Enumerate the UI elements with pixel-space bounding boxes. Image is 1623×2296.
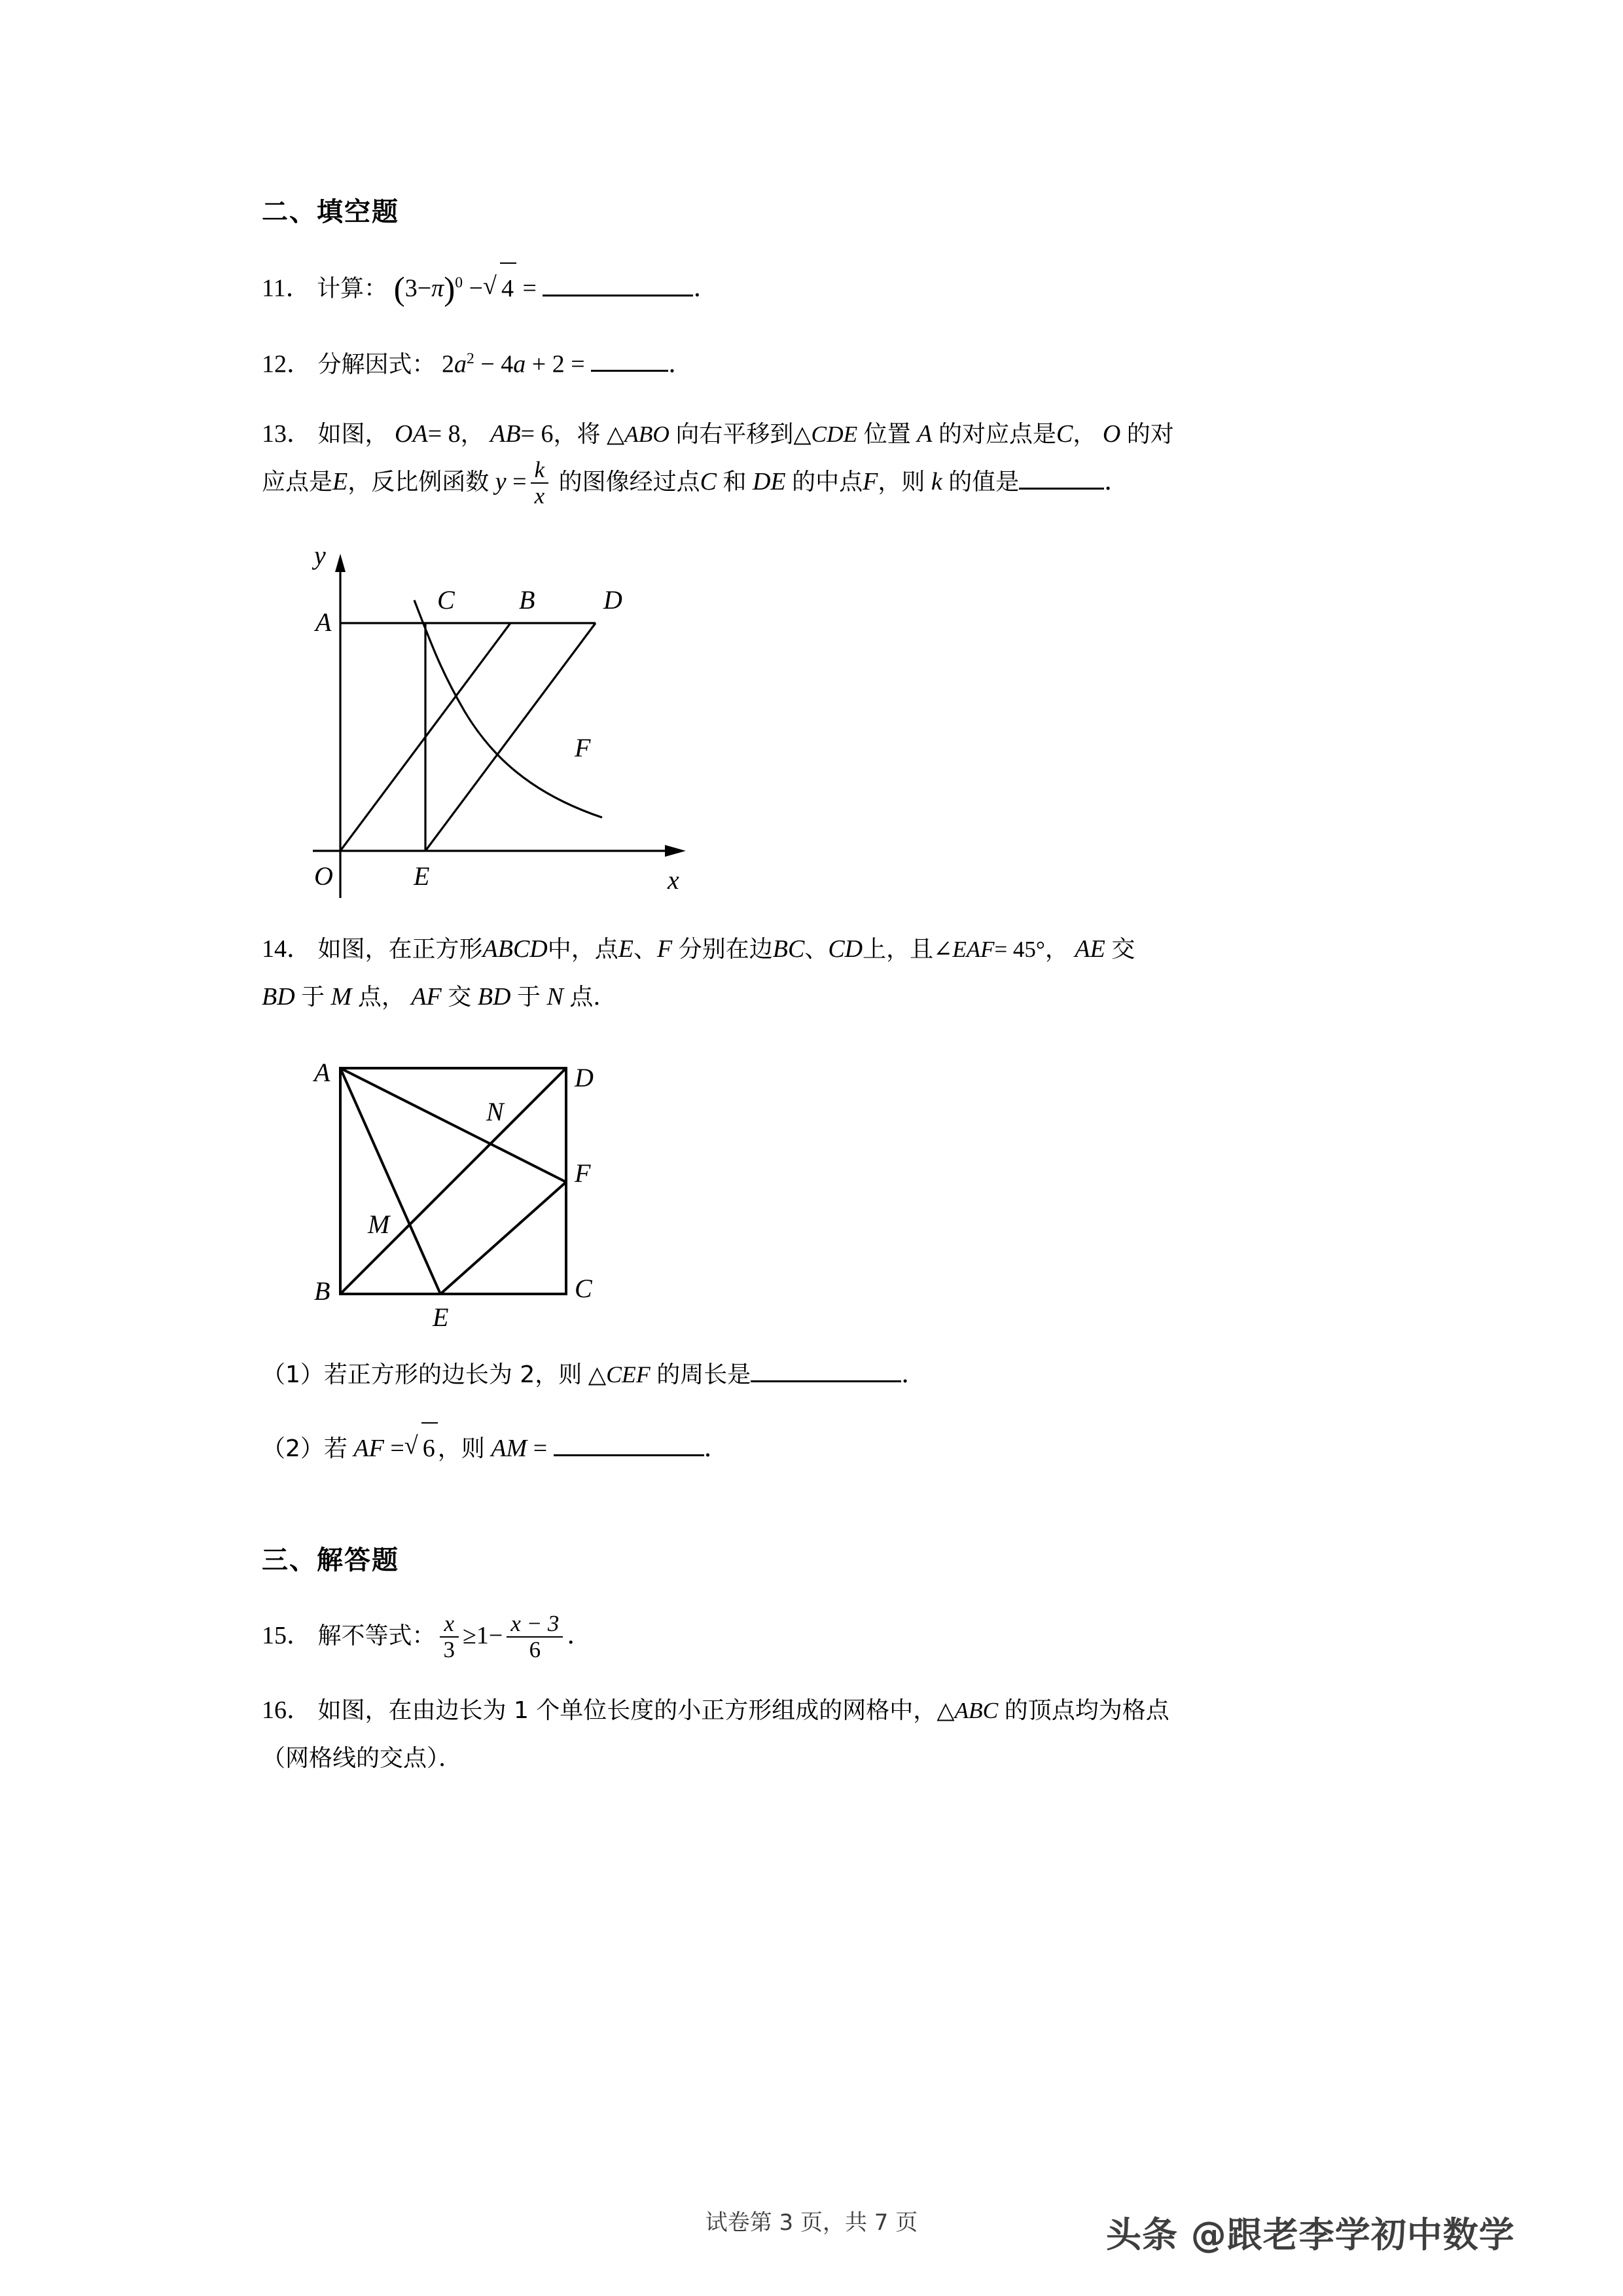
q15-rhs-numerator: x − 3: [510, 1611, 560, 1636]
point-c: C: [1056, 420, 1073, 448]
part-2-label: （2）: [262, 1435, 324, 1463]
q13-text-a: 如图，: [317, 421, 389, 448]
label-point-c: C: [437, 585, 455, 615]
triangle-abc: △ABC: [936, 1698, 999, 1724]
label-point-e: E: [414, 861, 430, 891]
q14-sep-1: 、: [633, 936, 657, 963]
fraction-denominator-x: x: [531, 482, 549, 509]
oa-value: = 8: [427, 420, 461, 448]
q16-line1-text-b: 的顶点均为格点: [1004, 1697, 1169, 1725]
answer-blank-14-1[interactable]: [751, 1358, 901, 1382]
question-14-part-1: [262, 1351, 1374, 1399]
part-2-text-a: 若: [323, 1435, 348, 1463]
q14-text-d: 上，且: [863, 936, 934, 963]
minus-sign-2: −: [469, 274, 483, 302]
question-11: [262, 259, 1374, 313]
part-2-comma: ，则: [437, 1435, 485, 1463]
q15-lhs-denominator: 3: [440, 1636, 459, 1662]
part-2-segment-am: AM: [491, 1435, 527, 1463]
q14-text-c: 分别在边: [678, 936, 773, 963]
plus-sign-12: +: [531, 350, 546, 378]
hyperbola-curve: [414, 600, 602, 817]
square-figure-svg: [300, 1043, 627, 1338]
segment-ae: AE: [1075, 935, 1105, 963]
part-2-segment-af: AF: [353, 1435, 384, 1463]
base-3: 3: [404, 274, 418, 302]
q13-mid-2: 位置: [863, 421, 911, 448]
diagonal-bd-2: BD: [477, 983, 511, 1011]
period-14-2: ．: [704, 1435, 729, 1463]
segment-oa: OA: [395, 420, 428, 448]
side-bc: BC: [772, 935, 805, 963]
triangle-cde: △CDE: [793, 422, 858, 448]
q14-point-m: M: [330, 983, 352, 1011]
question-16: [262, 1687, 1374, 1782]
point-c-2: C: [700, 468, 717, 496]
answer-blank-12[interactable]: [591, 348, 668, 372]
watermark-text: 头条 @跟老李学初中数学: [1106, 2214, 1515, 2255]
label-axis-y: y: [314, 541, 326, 571]
period-11: ．: [693, 274, 719, 302]
segment-ef-line: [440, 1182, 566, 1294]
q14-sep-2: 、: [804, 936, 829, 963]
question-11-prompt: 计算：: [317, 275, 388, 302]
question-12-prompt: 分解因式：: [317, 351, 436, 378]
q15-minus: −: [488, 1622, 503, 1650]
square-label-b: B: [314, 1276, 330, 1306]
q14-point-n: N: [546, 983, 563, 1011]
question-14: [262, 925, 1374, 1021]
fraction-x-over-3: [440, 1611, 459, 1662]
page-content: [262, 196, 1374, 1804]
q15-rhs-denominator: 6: [507, 1636, 563, 1662]
minus-sign: −: [417, 274, 432, 302]
q13-comma-5: ，则: [878, 469, 925, 496]
radicand-4: 4: [500, 262, 516, 312]
point-o: O: [1102, 420, 1121, 448]
page-number-note: 试卷第 3 页，共 7 页: [705, 2210, 918, 2236]
coeff-4: 4: [501, 350, 514, 378]
angle-eaf: ∠EAF: [933, 937, 995, 963]
exponent-2: 2: [467, 350, 474, 367]
var-k: k: [931, 468, 942, 496]
q14-line2-c: 交: [448, 984, 472, 1011]
label-axis-x: x: [668, 865, 679, 895]
segment-ed: [425, 623, 596, 851]
question-11-number: 11．: [262, 274, 311, 302]
q14-text-b: 中，点: [547, 936, 618, 963]
square-label-n: N: [486, 1097, 504, 1127]
radical-sign-6: √: [404, 1432, 418, 1460]
x-axis-arrowhead: [665, 845, 686, 857]
part-2-equals-1: =: [390, 1435, 404, 1463]
q13-mid-8: 的值是: [948, 469, 1020, 496]
q13-comma-4: ，反比例函数: [348, 469, 490, 496]
square-label-c: C: [575, 1274, 592, 1304]
equals-sign-12: =: [571, 350, 585, 378]
square-label-e: E: [433, 1302, 449, 1333]
segment-af-line: [340, 1068, 566, 1182]
segment-af: AF: [411, 983, 442, 1011]
q13-mid-1: 向右平移到: [675, 421, 794, 448]
q14-text-a: 如图，在正方形: [317, 936, 483, 963]
question-14-number: 14．: [262, 935, 312, 963]
pi-symbol: π: [431, 274, 444, 302]
period-15: ．: [567, 1622, 592, 1650]
period-12: ．: [668, 350, 694, 378]
coordinate-figure-svg: [301, 531, 707, 911]
q15-lhs-numerator: x: [444, 1611, 455, 1636]
q13-mid-4: 的对: [1126, 421, 1174, 448]
question-15-number: 15．: [262, 1622, 312, 1650]
fraction-k-over-x: [531, 457, 549, 508]
q14-point-e: E: [618, 935, 633, 963]
q14-text-e: 交: [1111, 936, 1135, 963]
period-13: ．: [1104, 468, 1130, 496]
q16-line1-text: 如图，在由边长为 1 个单位长度的小正方形组成的网格中，: [317, 1697, 937, 1725]
q14-comma: ，: [1044, 936, 1069, 963]
diagonal-bd-line: [340, 1068, 566, 1294]
side-cd: CD: [828, 935, 863, 963]
ab-value: = 6: [520, 420, 554, 448]
q15-one: 1: [476, 1622, 489, 1650]
inequality-sign: ≥: [463, 1622, 476, 1650]
segment-ae-line: [340, 1068, 440, 1294]
section-heading-fill-in-blank: 二、填空题: [262, 197, 399, 227]
angle-eaf-value: = 45°: [994, 937, 1045, 963]
fraction-numerator-k: k: [534, 456, 545, 482]
q13-line2-a: 应点是: [262, 469, 333, 496]
q16-line2-text: （网格线的交点）．: [262, 1745, 463, 1772]
question-14-part-2: [262, 1421, 1374, 1473]
segment-ab: AB: [490, 420, 521, 448]
label-point-d: D: [603, 585, 622, 615]
coeff-2: 2: [442, 350, 455, 378]
q14-point-f: F: [657, 935, 673, 963]
square-label-m: M: [368, 1210, 390, 1240]
label-point-b: B: [519, 585, 535, 615]
label-origin-o: O: [314, 861, 333, 891]
q14-line2-d: 于: [516, 984, 541, 1011]
paren-close: ): [444, 270, 455, 308]
point-e: E: [332, 468, 348, 496]
section-heading-answer: 三、解答题: [262, 1545, 399, 1576]
var-a-2: a: [513, 350, 526, 378]
answer-blank-13[interactable]: [1019, 465, 1104, 490]
segment-de: DE: [752, 468, 786, 496]
paren-open: (: [393, 270, 405, 308]
q13-mid-5: 的图像经过点: [558, 469, 700, 496]
answer-blank-14-2[interactable]: [554, 1432, 704, 1456]
part-1-text-a: 若正方形的边长为 2，则: [323, 1361, 582, 1389]
figure-coordinate-axes: [301, 531, 1374, 911]
square-abcd: ABCD: [482, 935, 548, 963]
answer-blank-11[interactable]: [543, 272, 693, 296]
label-point-f: F: [575, 733, 591, 763]
q14-line2-a: 于: [301, 984, 325, 1011]
q13-mid-3: 的对应点是: [938, 421, 1056, 448]
q13-comma-3: ，: [1073, 421, 1097, 448]
radical-sign: √: [483, 272, 497, 300]
question-12: [262, 335, 1374, 389]
q13-comma-1: ，: [460, 421, 484, 448]
q14-line2-b: 点，: [357, 984, 405, 1011]
question-15-prompt: 解不等式：: [317, 1623, 436, 1650]
equals-sign: =: [522, 274, 537, 302]
question-13-number: 13．: [262, 420, 312, 448]
label-point-a: A: [315, 607, 332, 637]
triangle-cef: △CEF: [588, 1361, 651, 1388]
square-label-d: D: [575, 1063, 594, 1093]
y-axis-arrowhead: [335, 554, 346, 572]
figure-square-abcd: [300, 1043, 1374, 1338]
question-12-number: 12．: [262, 350, 312, 378]
q13-mid-7: 的中点: [792, 469, 863, 496]
square-label-f: F: [575, 1158, 591, 1189]
q13-comma-2: ，将: [553, 421, 601, 448]
diagonal-bd: BD: [262, 983, 295, 1011]
minus-sign-12: −: [480, 350, 495, 378]
q14-line2-e: 点．: [569, 984, 617, 1011]
sqrt-group: [483, 261, 516, 312]
question-13: [262, 410, 1374, 509]
part-2-equals-2: =: [533, 1435, 548, 1463]
period-14-1: ．: [901, 1361, 927, 1389]
part-1-label: （1）: [262, 1361, 324, 1389]
square-label-a: A: [314, 1058, 330, 1088]
part-1-text-b: 的周长是: [656, 1361, 751, 1389]
question-16-number: 16．: [262, 1696, 312, 1725]
function-equals: =: [512, 468, 527, 496]
point-a: A: [917, 420, 933, 448]
fraction-x-minus-3-over-6: [507, 1611, 563, 1662]
question-15: [262, 1607, 1374, 1664]
sqrt-group-6: [404, 1421, 438, 1472]
exponent-zero: 0: [455, 274, 463, 291]
function-y: y: [495, 468, 507, 496]
radicand-6: 6: [421, 1422, 438, 1472]
var-a: a: [454, 350, 467, 378]
point-f: F: [863, 468, 878, 496]
const-2: 2: [552, 350, 565, 378]
q13-mid-6: 和: [722, 469, 747, 496]
triangle-abo: △ABO: [607, 422, 669, 448]
